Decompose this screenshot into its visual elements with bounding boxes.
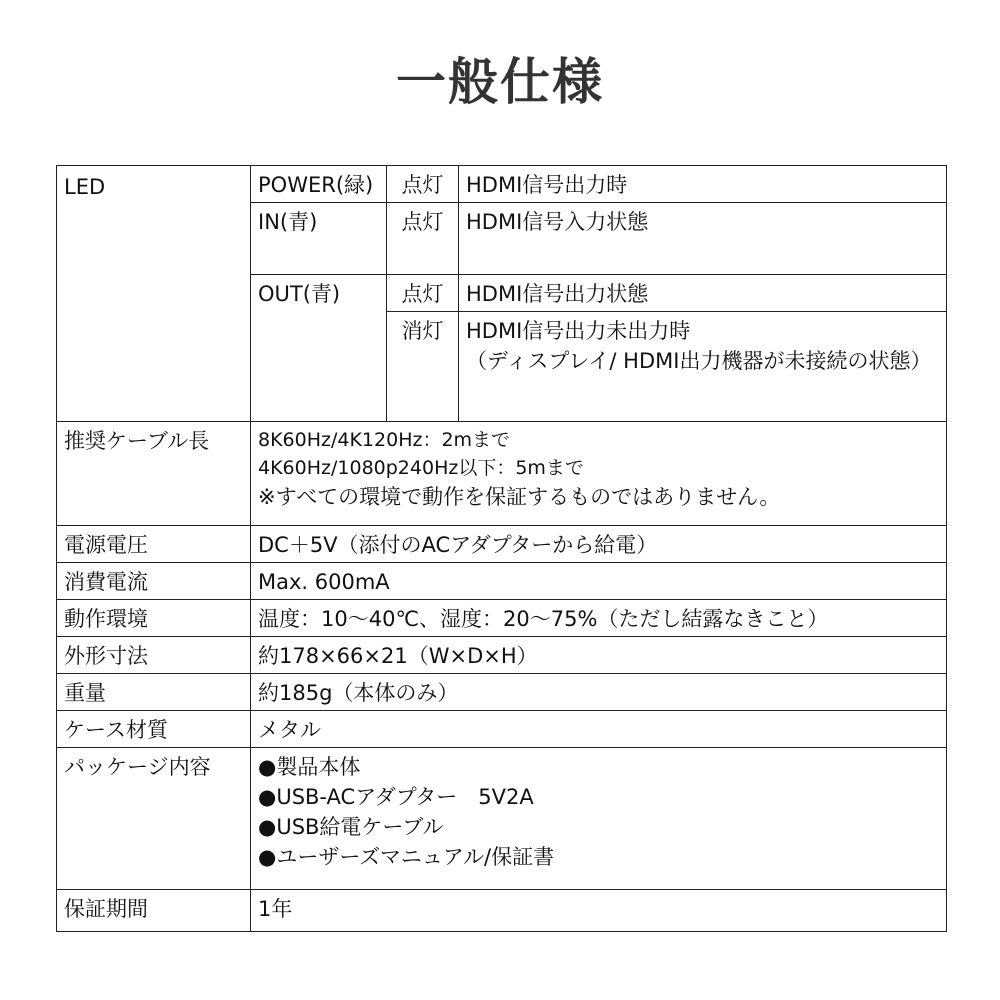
power-voltage-value: DC＋5V（添付のACアダプターから給電）: [251, 526, 947, 563]
led-power-name: POWER(緑): [251, 166, 387, 203]
material-row: [57, 711, 947, 748]
package-cell: [251, 748, 947, 890]
consumption-row: [57, 563, 947, 600]
weight-label: 重量: [57, 674, 251, 711]
power-voltage-row: [57, 526, 947, 563]
material-value: メタル: [251, 711, 947, 748]
dimensions-label: 外形寸法: [57, 637, 251, 674]
weight-row: [57, 674, 947, 711]
led-power-row: [57, 166, 947, 203]
led-out-on-desc: HDMI信号出力状態: [459, 275, 947, 312]
led-out-name: OUT(青): [251, 275, 387, 422]
led-in-state: 点灯: [387, 203, 459, 275]
cable-row: [57, 422, 947, 526]
warranty-value: 1年: [251, 890, 947, 932]
led-power-desc: HDMI信号出力時: [459, 166, 947, 203]
led-out-off-state: 消灯: [387, 312, 459, 422]
page-title: 一般仕様: [396, 53, 604, 111]
cable-label: 推奨ケーブル長: [57, 422, 251, 526]
led-out-off-note: （ディスプレイ/ HDMI出力機器が未接続の状態）: [466, 349, 932, 373]
cable-note: ※すべての環境で動作を保証するものではありません。: [258, 485, 781, 509]
environment-value: 温度：10〜40℃、湿度：20〜75%（ただし結露なきこと）: [251, 600, 947, 637]
package-item: ●ユーザーズマニュアル/保証書: [258, 845, 555, 869]
package-item: ●USB給電ケーブル: [258, 815, 444, 839]
led-label: LED: [57, 166, 251, 422]
led-in-desc: HDMI信号入力状態: [459, 203, 947, 275]
cable-line: 4K60Hz/1080p240Hz以下：5mまで: [258, 457, 584, 479]
dimensions-row: [57, 637, 947, 674]
consumption-label: 消費電流: [57, 563, 251, 600]
material-label: ケース材質: [57, 711, 251, 748]
led-power-state: 点灯: [387, 166, 459, 203]
dimensions-value: 約178×66×21（W×D×H）: [251, 637, 947, 674]
package-item: ●USB-ACアダプター 5V2A: [258, 785, 534, 809]
environment-row: [57, 600, 947, 637]
package-label: パッケージ内容: [57, 748, 251, 890]
warranty-label: 保証期間: [57, 890, 251, 932]
spec-table: [56, 165, 947, 932]
weight-value: 約185g（本体のみ）: [251, 674, 947, 711]
environment-label: 動作環境: [57, 600, 251, 637]
package-row: [57, 748, 947, 890]
led-out-off-cell: [459, 312, 947, 422]
led-out-off-desc: HDMI信号出力未出力時: [466, 319, 691, 343]
led-in-name: IN(青): [251, 203, 387, 275]
cable-cell: [251, 422, 947, 526]
cable-line: 8K60Hz/4K120Hz：2mまで: [258, 429, 511, 451]
power-voltage-label: 電源電圧: [57, 526, 251, 563]
package-item: ●製品本体: [258, 755, 361, 779]
warranty-row: [57, 890, 947, 932]
consumption-value: Max. 600mA: [251, 563, 947, 600]
led-out-on-state: 点灯: [387, 275, 459, 312]
